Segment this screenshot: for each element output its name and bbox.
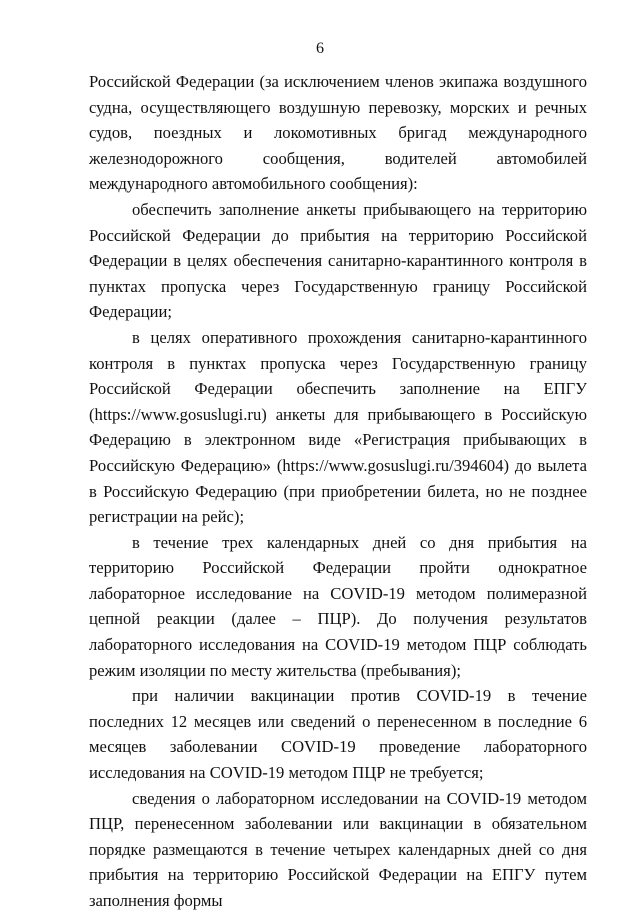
paragraph-fill-arrival-form: обеспечить заполнение анкеты прибывающего на территорию Российской Федерации до прибытия на территорию Российской Федерации в целях обеспечения санитарно-карантинного контроля в пунктах пропуска через Государственную границу Российской Федерации; <box>89 199 587 322</box>
paragraph-pcr-testing: в течение трех календарных дней со дня прибытия на территорию Российской Федерации пройти однократное лабораторное исследование на COVID-19 методом полимеразной цепной реакции (далее – ПЦР). До получения результатов лабораторного исследования на COVID-19 методом ПЦР соблюдать режим изоляции по месту жительства (пребывания); <box>89 532 587 680</box>
paragraph-vaccination-exemption: при наличии вакцинации против COVID-19 в течение последних 12 месяцев или сведений о перенесенном в последние 6 месяцев заболевании COVID-19 проведение лабораторного исследования на COVID-19 методом ПЦР не требуется; <box>89 686 587 783</box>
document-body <box>89 69 587 914</box>
page-number: 6 <box>316 40 324 57</box>
paragraph-continuation: Российской Федерации (за исключением членов экипажа воздушного судна, осуществляющего воздушную перевозку, морских и речных судов, поездных и локомотивных бригад международного железнодорожного сообщения, водителей автомобилей международного автомобильного сообщения): <box>89 72 587 194</box>
paragraph-results-submission: сведения о лабораторном исследовании на COVID-19 методом ПЦР, перенесенном заболевании или вакцинации в обязательном порядке размещаются в течение четырех календарных дней со дня прибытия на территорию Российской Федерации на ЕПГУ путем заполнения формы <box>89 788 587 910</box>
paragraph-epgu-registration: в целях оперативного прохождения санитарно-карантинного контроля в пунктах пропуска через Государственную границу Российской Федерации обеспечить заполнение на ЕПГУ (https://www.gosuslugi.ru) анкеты для прибывающего в Российскую Федерацию в электронном виде «Регистрация прибывающих в Российскую Федерацию» (https://www.gosuslugi.ru/394604) до вылета в Российскую Федерацию (при приобретении билета, но не позднее регистрации на рейс); <box>89 327 587 527</box>
